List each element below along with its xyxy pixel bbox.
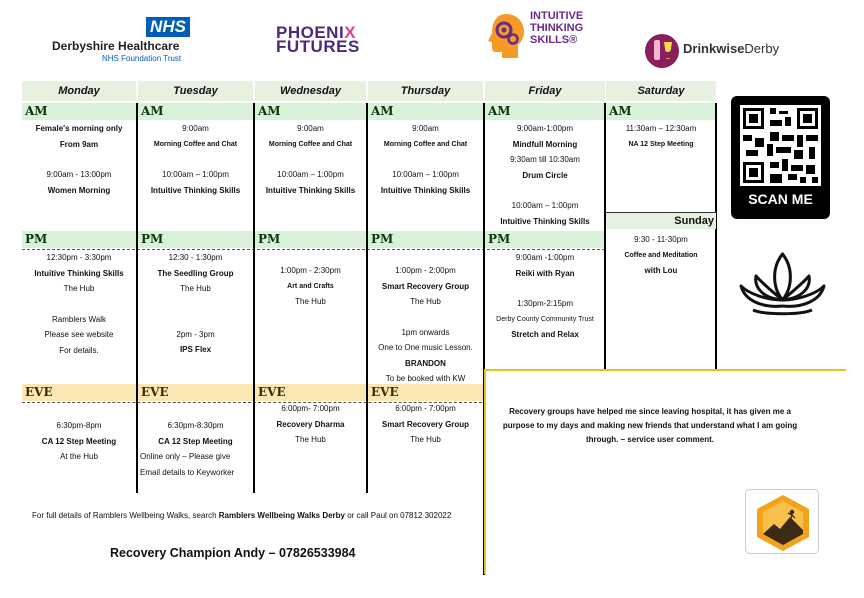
eve-band-thursday: EVE [368, 384, 483, 401]
pm-band-monday: PM [22, 231, 136, 248]
qr-code[interactable] [731, 96, 830, 219]
monday-pm-line: Please see website [44, 330, 114, 339]
friday-am-line: Drum Circle [522, 170, 568, 180]
friday-am-line: 10:00am – 1:00pm [511, 201, 579, 210]
pm-band-thursday: PM [368, 231, 483, 248]
sunday-line: Coffee and Meditation [624, 251, 698, 259]
monday-pm-cell [24, 250, 134, 358]
wednesday-am-line: Intuitive Thinking Skills [265, 185, 356, 195]
monday-pm-line: Intuitive Thinking Skills [34, 268, 124, 278]
friday-pm-line: 1:30pm-2:15pm [516, 299, 574, 308]
am-band-monday: AM [22, 103, 136, 120]
wednesday-pm-line: Art and Crafts [287, 282, 334, 290]
thursday-am-line: 9:00am [412, 124, 439, 133]
thursday-pm-line: 1:00pm - 2:00pm [395, 266, 456, 275]
thursday-pm-line: Smart Recovery Group [381, 281, 470, 291]
tuesday-eve-line: CA 12 Step Meeting [158, 436, 233, 446]
tuesday-pm-cell [138, 250, 253, 358]
wednesday-eve-line: The Hub [295, 435, 326, 444]
wednesday-am-line: Morning Coffee and Chat [268, 140, 353, 148]
day-header-friday: Friday [485, 81, 605, 101]
day-header-saturday: Saturday [606, 81, 716, 101]
sunday-line: 9:30 - 11-30pm [634, 235, 688, 244]
phoenix-word: PHOENI [276, 23, 345, 42]
eve-band-tuesday: EVE [138, 384, 253, 401]
day-header-sunday: Sunday [606, 212, 716, 229]
day-header-tuesday: Tuesday [138, 81, 253, 101]
monday-pm-line: Ramblers Walk [52, 314, 106, 324]
tuesday-am-line: Intuitive Thinking Skills [150, 185, 241, 195]
tuesday-am-line: 10:00am – 1:00pm [162, 170, 229, 179]
thursday-am-line: Intuitive Thinking Skills [380, 185, 471, 195]
monday-am-line: Female's morning only [35, 124, 123, 133]
its-line-2: THINKING [530, 22, 584, 34]
wednesday-pm-line: The Hub [295, 297, 326, 306]
saturday-am-cell [606, 121, 716, 152]
monday-am-line: 9:00am - 13:00pm [46, 170, 112, 179]
qr-code-icon [740, 105, 821, 186]
am-band-wednesday: AM [255, 103, 366, 120]
thursday-eve-line: The Hub [410, 435, 441, 444]
phoenix-x: X [344, 23, 357, 42]
monday-eve-line: 6:30pm-8pm [56, 421, 102, 430]
pm-band-tuesday: PM [138, 231, 253, 248]
day-header-wednesday: Wednesday [255, 81, 366, 101]
tuesday-eve-line: Email details to Keyworker [140, 467, 235, 477]
monday-eve-line: CA 12 Step Meeting [41, 436, 117, 446]
derby-word: Derby [744, 41, 780, 56]
day-header-monday: Monday [22, 81, 136, 101]
thursday-am-line: 10:00am – 1:00pm [392, 170, 459, 179]
nhs-trust-name: NHS Foundation Trust [102, 54, 182, 63]
friday-am-line: 9:30am till 10:30am [510, 155, 580, 164]
monday-pm-line: 12:30pm - 3:30pm [46, 253, 112, 262]
tuesday-eve-line: Online only – Please give [140, 452, 231, 461]
am-band-saturday: AM [606, 103, 716, 120]
eve-band-wednesday: EVE [255, 384, 366, 401]
monday-pm-line: For details. [59, 345, 99, 355]
service-user-quote: Recovery groups have helped me since leaving hospital, it has given me a purpose to my days and making new friends that understand what I am going through. – service user comment. [502, 407, 798, 444]
recovery-champion-contact: Recovery Champion Andy – 07826533984 [110, 546, 356, 560]
lotus-icon [735, 250, 830, 318]
tuesday-am-line: 9:00am [182, 124, 209, 133]
ramblers-note-prefix: For full details of Ramblers Wellbeing Walks, search [32, 511, 219, 520]
am-band-friday: AM [485, 103, 605, 120]
tuesday-eve-line: 6:30pm-8:30pm [167, 421, 224, 430]
its-line-3: SKILLS® [530, 34, 578, 46]
nhs-badge: NHS [146, 17, 190, 37]
tuesday-pm-line: The Seedling Group [157, 268, 234, 278]
scan-me-label: SCAN ME [748, 191, 813, 207]
friday-am-line: 9:00am-1:00pm [516, 124, 574, 133]
thursday-pm-line: To be booked with KW [385, 374, 466, 383]
tuesday-am-cell [138, 121, 253, 198]
wednesday-eve-line: 6:00pm- 7:00pm [281, 404, 340, 413]
wednesday-pm-line: 1:00pm - 2:30pm [280, 266, 341, 275]
saturday-am-line: NA 12 Step Meeting [628, 140, 694, 148]
ramblers-note-suffix: or call Paul on 07812 302022 [345, 511, 452, 520]
am-band-thursday: AM [368, 103, 483, 120]
friday-am-cell [485, 121, 605, 229]
ramblers-walks-note [32, 511, 451, 520]
pm-band-friday: PM [485, 231, 605, 248]
its-line-1: INTUITIVE [530, 10, 584, 22]
friday-am-line: Mindfull Morning [512, 139, 578, 149]
thursday-pm-line: One to One music Lesson. [378, 343, 473, 352]
tuesday-pm-line: The Hub [180, 284, 211, 293]
sunday-cell [606, 232, 716, 279]
nhs-org-name: Derbyshire Healthcare [52, 39, 180, 53]
wednesday-pm-cell [255, 263, 366, 310]
friday-pm-line: Stretch and Relax [511, 330, 579, 339]
pm-band-wednesday: PM [255, 231, 366, 248]
quote-box-border-top [484, 369, 846, 371]
wednesday-eve-line: Recovery Dharma [276, 419, 345, 429]
saturday-am-line: 11:30am – 12:30am [625, 124, 697, 133]
tuesday-eve-cell [138, 418, 253, 480]
friday-am-line: Intuitive Thinking Skills [500, 216, 590, 226]
head-gears-icon [484, 11, 528, 61]
hexagon-mountain-icon [746, 490, 820, 555]
friday-pm-cell [485, 250, 605, 343]
recovery-badge [745, 489, 819, 554]
wine-glass-bottle-icon [644, 33, 680, 69]
wednesday-am-line: 9:00am [297, 124, 324, 133]
tuesday-pm-line: IPS Flex [179, 345, 212, 354]
thursday-pm-line: 1pm onwards [401, 327, 450, 337]
ramblers-note-search-term: Ramblers Wellbeing Walks Derby [218, 511, 345, 520]
thursday-eve-line: Smart Recovery Group [381, 419, 470, 429]
monday-am-line: From 9am [59, 139, 99, 149]
am-band-tuesday: AM [138, 103, 253, 120]
monday-eve-line: At the Hub [60, 452, 98, 461]
eve-band-monday: EVE [22, 384, 136, 401]
tuesday-pm-line: 12:30 - 1:30pm [168, 253, 223, 262]
thursday-pm-cell [368, 263, 483, 387]
thursday-eve-line: 6:00pm - 7:00pm [395, 404, 456, 413]
wednesday-am-line: 10:00am – 1:00pm [277, 170, 344, 179]
thursday-pm-line: BRANDON [405, 358, 446, 368]
wednesday-am-cell [255, 121, 366, 198]
monday-pm-line: The Hub [63, 284, 95, 293]
wednesday-eve-cell [255, 401, 366, 448]
sunday-line: with Lou [644, 266, 678, 275]
quote-box-border-left [484, 369, 486, 574]
monday-eve-cell [24, 418, 134, 465]
friday-pm-line: Derby County Community Trust [496, 315, 594, 323]
day-header-thursday: Thursday [368, 81, 483, 101]
futures-word: FUTURES [276, 37, 360, 56]
friday-pm-line: Reiki with Ryan [515, 268, 575, 278]
tuesday-am-line: Morning Coffee and Chat [153, 140, 238, 148]
monday-am-cell [24, 121, 134, 198]
monday-am-line: Women Morning [47, 185, 111, 195]
drinkwise-word: Drinkwise [683, 41, 745, 56]
thursday-am-cell [368, 121, 483, 198]
thursday-eve-cell [368, 401, 483, 448]
tuesday-pm-line: 2pm - 3pm [176, 329, 215, 339]
friday-pm-line: 9:00am -1:00pm [515, 253, 575, 262]
thursday-am-line: Morning Coffee and Chat [383, 140, 468, 148]
thursday-pm-line: The Hub [410, 297, 441, 306]
